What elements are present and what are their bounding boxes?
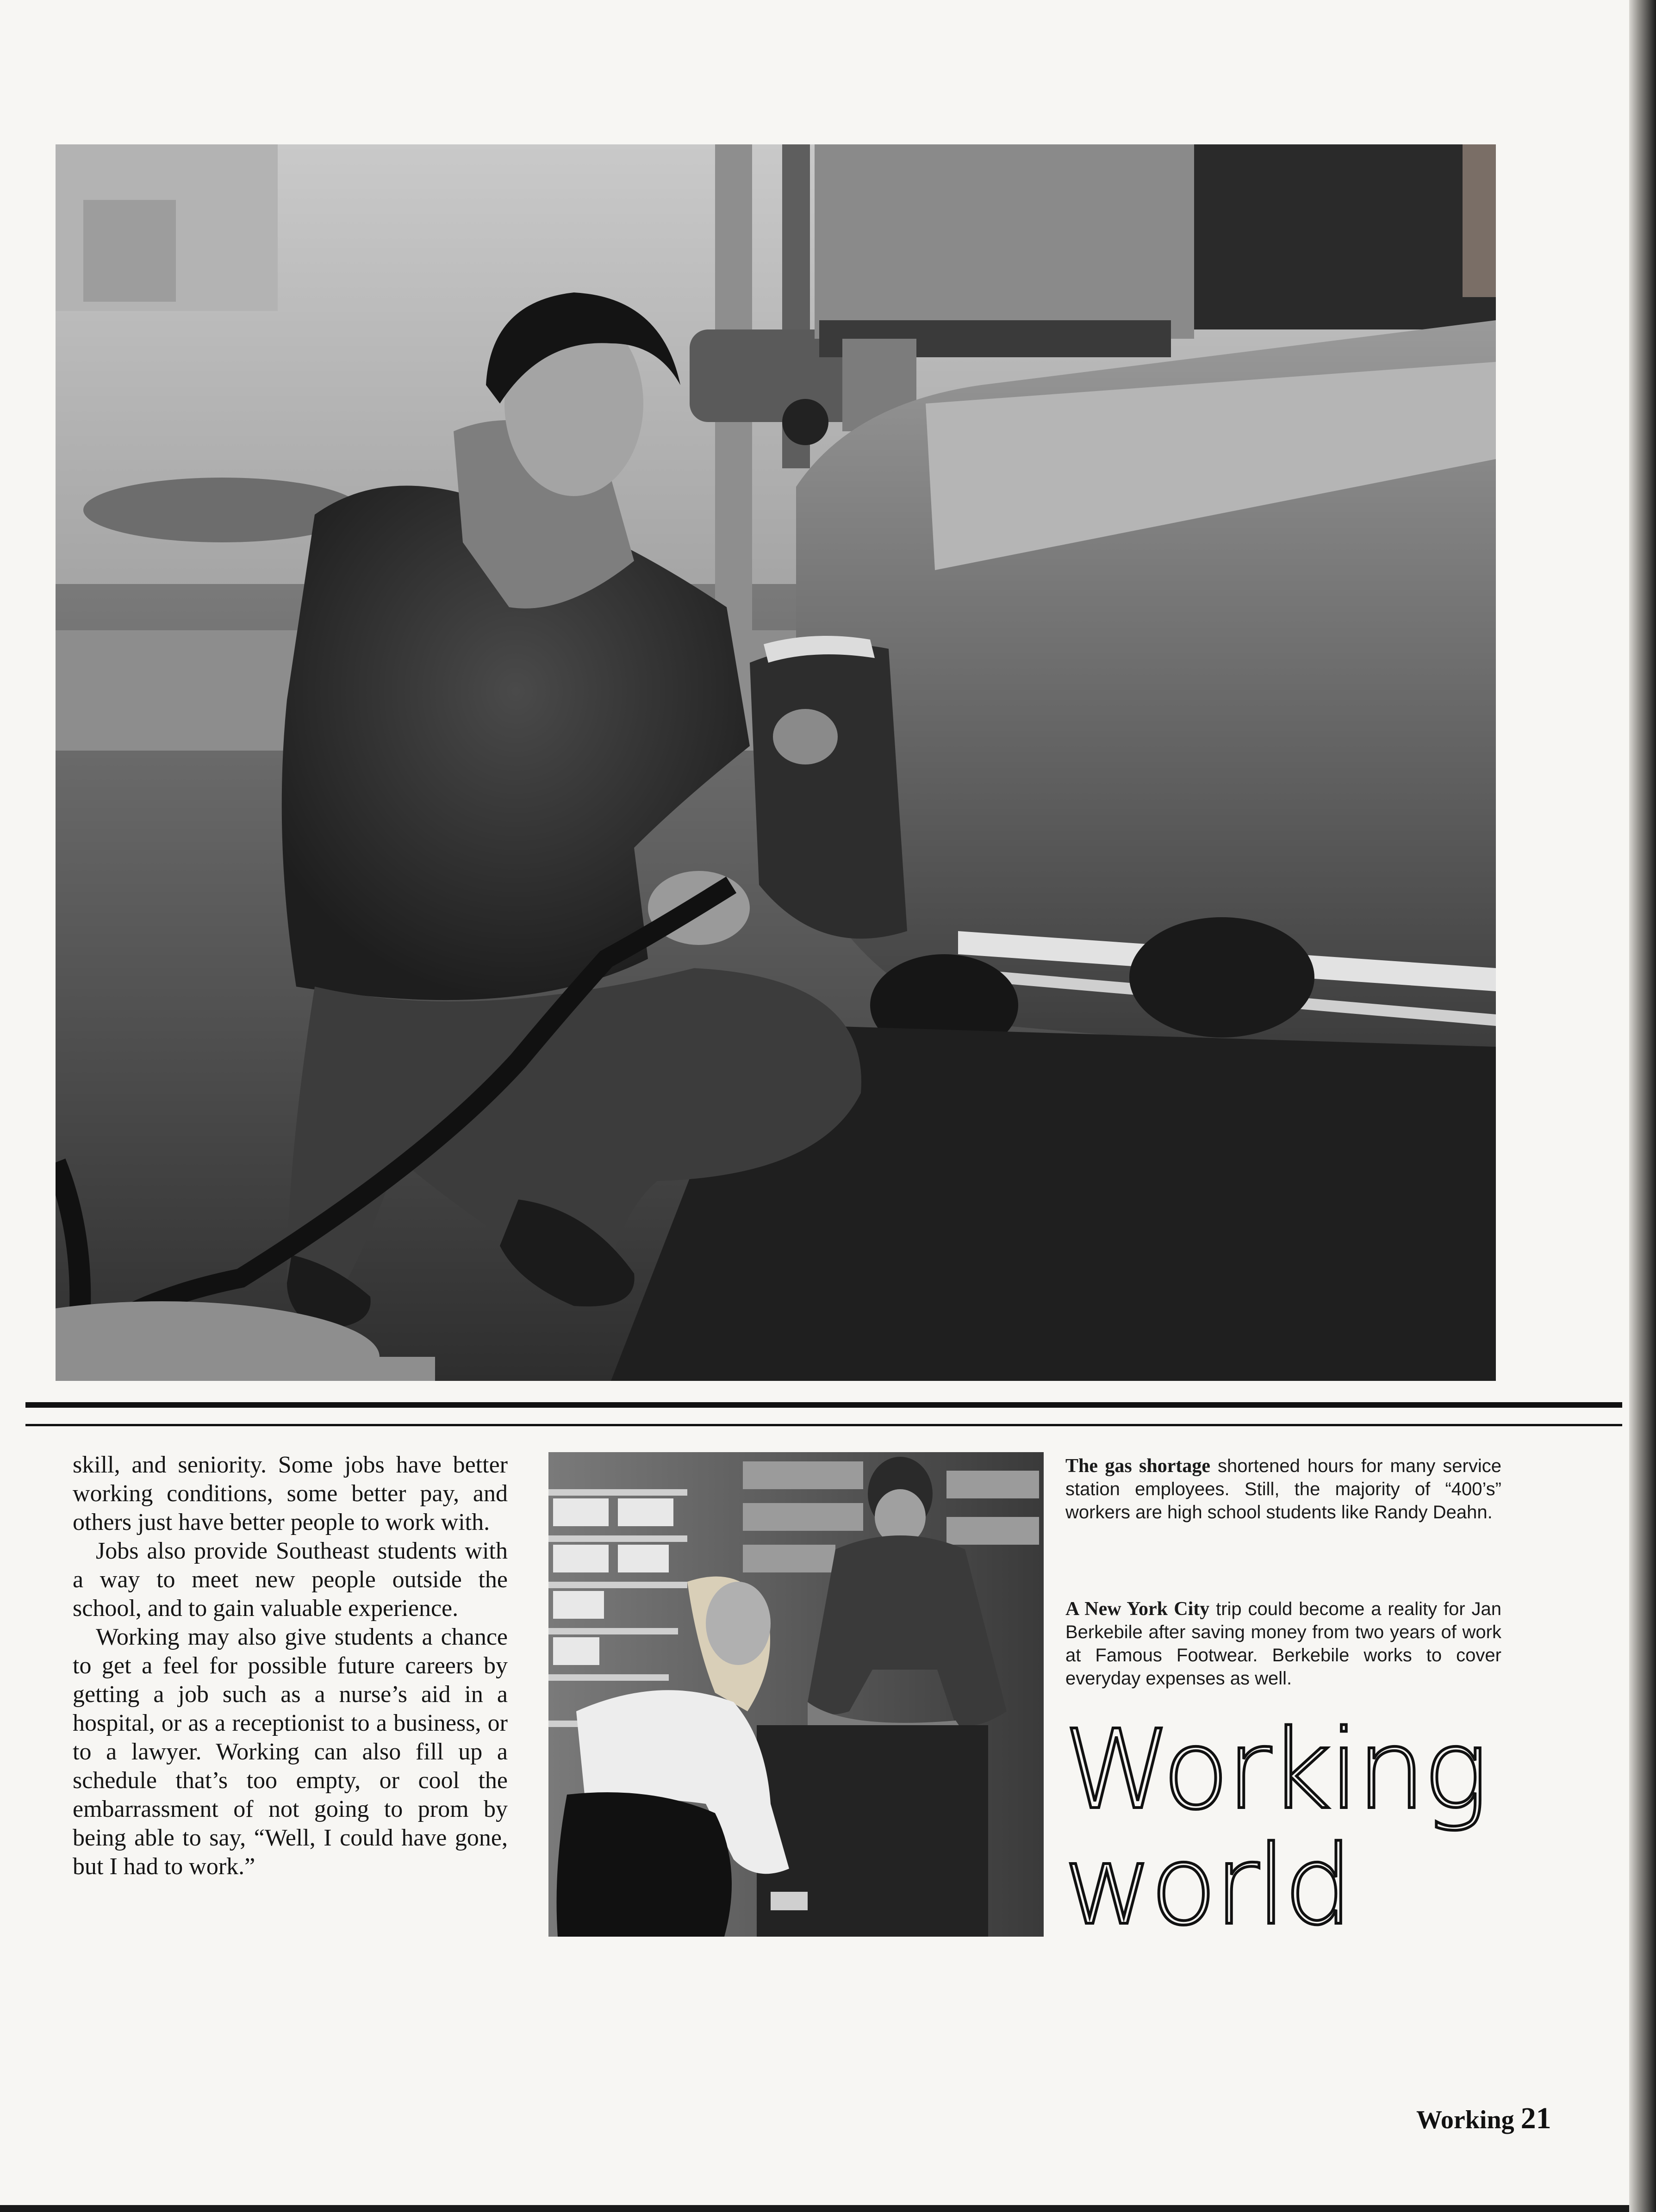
body-text-column [73,1451,508,1881]
caption-new-york-trip [1065,1597,1501,1690]
caption-2-text: trip could become a reality for Jan Berkebile after saving money from two years of work at Famous Footwear. Berkebile works to cover everyday expenses as well. [1065,1599,1502,1689]
body-paragraph-1: skill, and seniority. Some jobs have better working conditions, some better pay, and others just have better people to work with. [73,1452,508,1535]
shoe-store-photo [548,1452,1044,1937]
folio-section: Working [1416,2106,1514,2134]
page-folio [1416,2101,1551,2136]
divider-rule-thick [25,1402,1622,1408]
page-number: 21 [1520,2101,1551,2135]
body-paragraph-2: Jobs also provide Southeast students with a way to meet new people outside the school, and to gain valuable experience. [73,1538,508,1622]
title-line-2: world [1064,1822,1351,1949]
page-edge-right [1629,0,1656,2212]
page-title [1064,1706,1526,1949]
caption-gas-shortage [1065,1454,1501,1524]
page-edge-bottom [0,2205,1629,2212]
gas-station-attendant-photo [56,144,1496,1381]
title-line-1: Working [1064,1706,1486,1833]
caption-1-lead: The gas shortage [1065,1455,1211,1477]
body-paragraph-3: Working may also give students a chance to get a feel for possible future careers by getting a job such as a nurse’s aid in a hospital, or as a receptionist to a business, or to a lawyer. Working can also fill up a schedule that’s too empty, or cool the embarrassment of not going to prom by being able to say, “Well, I could have gone, but I had to work.” [73,1624,508,1880]
caption-1-text: shortened hours for many service station employees. Still, the majority of “400’s” workers are high school students like Randy Deahn. [1065,1456,1501,1522]
caption-2-lead: A New York City [1065,1598,1210,1620]
divider-rule-thin [25,1424,1622,1426]
